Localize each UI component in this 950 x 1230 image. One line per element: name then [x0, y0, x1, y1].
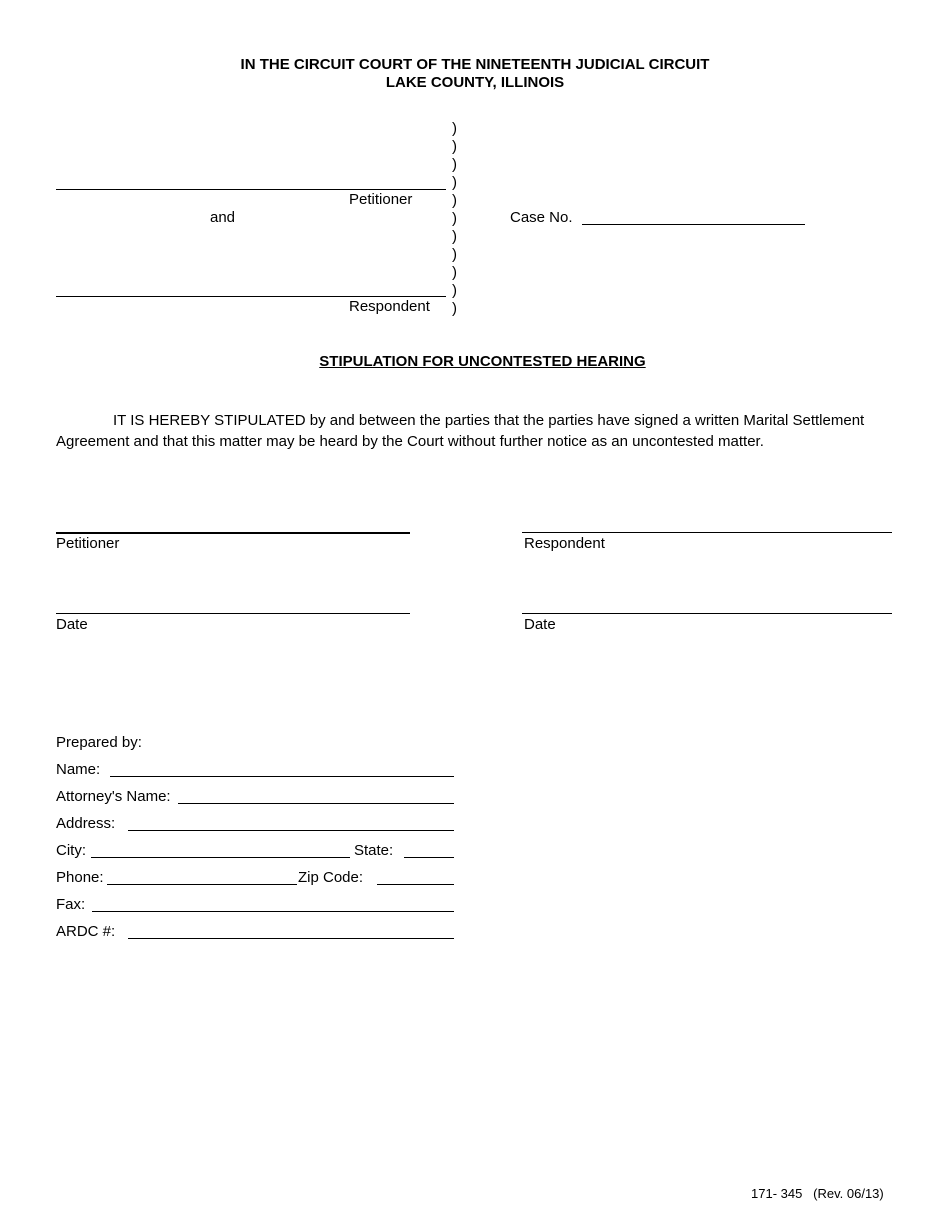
- petitioner-date-line[interactable]: [56, 613, 410, 614]
- petitioner-date-label: Date: [56, 616, 88, 633]
- state-field[interactable]: [404, 857, 454, 858]
- fax-label: Fax:: [56, 896, 86, 913]
- phone-field[interactable]: [107, 884, 297, 885]
- case-no-label: Case No.: [510, 209, 573, 226]
- attorney-name-field[interactable]: [178, 803, 454, 804]
- stipulation-paragraph: IT IS HEREBY STIPULATED by and between the parties that the parties have signed a written Marital Settlement Agreement and that this matter may be heard by the Court without further notice as an uncontested matter.: [56, 412, 865, 450]
- case-no-field[interactable]: [582, 224, 805, 225]
- name-field[interactable]: [110, 776, 454, 777]
- respondent-signature-label: Respondent: [524, 535, 605, 552]
- county-name: LAKE COUNTY, ILLINOIS: [385, 74, 565, 91]
- respondent-date-line[interactable]: [522, 613, 892, 614]
- prepared-by-heading: Prepared by:: [56, 734, 142, 751]
- state-label: State:: [354, 842, 394, 859]
- caption-petitioner-label: Petitioner: [349, 191, 413, 208]
- caption-respondent-label: Respondent: [349, 298, 430, 315]
- zip-label: Zip Code:: [298, 869, 364, 886]
- form-number: 171- 345 (Rev. 06/13): [751, 1186, 884, 1201]
- respondent-name-line[interactable]: [56, 296, 446, 297]
- petitioner-signature-line[interactable]: [56, 532, 410, 534]
- court-name: IN THE CIRCUIT COURT OF THE NINETEENTH JUDICIAL CIRCUIT: [240, 56, 710, 73]
- caption-and-label: and: [210, 209, 236, 226]
- ardc-field[interactable]: [128, 938, 454, 939]
- ardc-label: ARDC #:: [56, 923, 116, 940]
- petitioner-signature-label: Petitioner: [56, 535, 120, 552]
- address-field[interactable]: [128, 830, 454, 831]
- attorney-name-label: Attorney's Name:: [56, 788, 171, 805]
- fax-field[interactable]: [92, 911, 454, 912]
- respondent-signature-line[interactable]: [522, 532, 892, 533]
- name-label: Name:: [56, 761, 101, 778]
- caption-parens: ) ) ) ) ) ) ) ) ) ) ): [452, 120, 457, 317]
- city-field[interactable]: [91, 857, 350, 858]
- city-label: City:: [56, 842, 86, 859]
- phone-label: Phone:: [56, 869, 104, 886]
- document-title: STIPULATION FOR UNCONTESTED HEARING: [319, 353, 646, 370]
- address-label: Address:: [56, 815, 116, 832]
- zip-field[interactable]: [377, 884, 454, 885]
- respondent-date-label: Date: [524, 616, 556, 633]
- petitioner-name-line[interactable]: [56, 189, 446, 190]
